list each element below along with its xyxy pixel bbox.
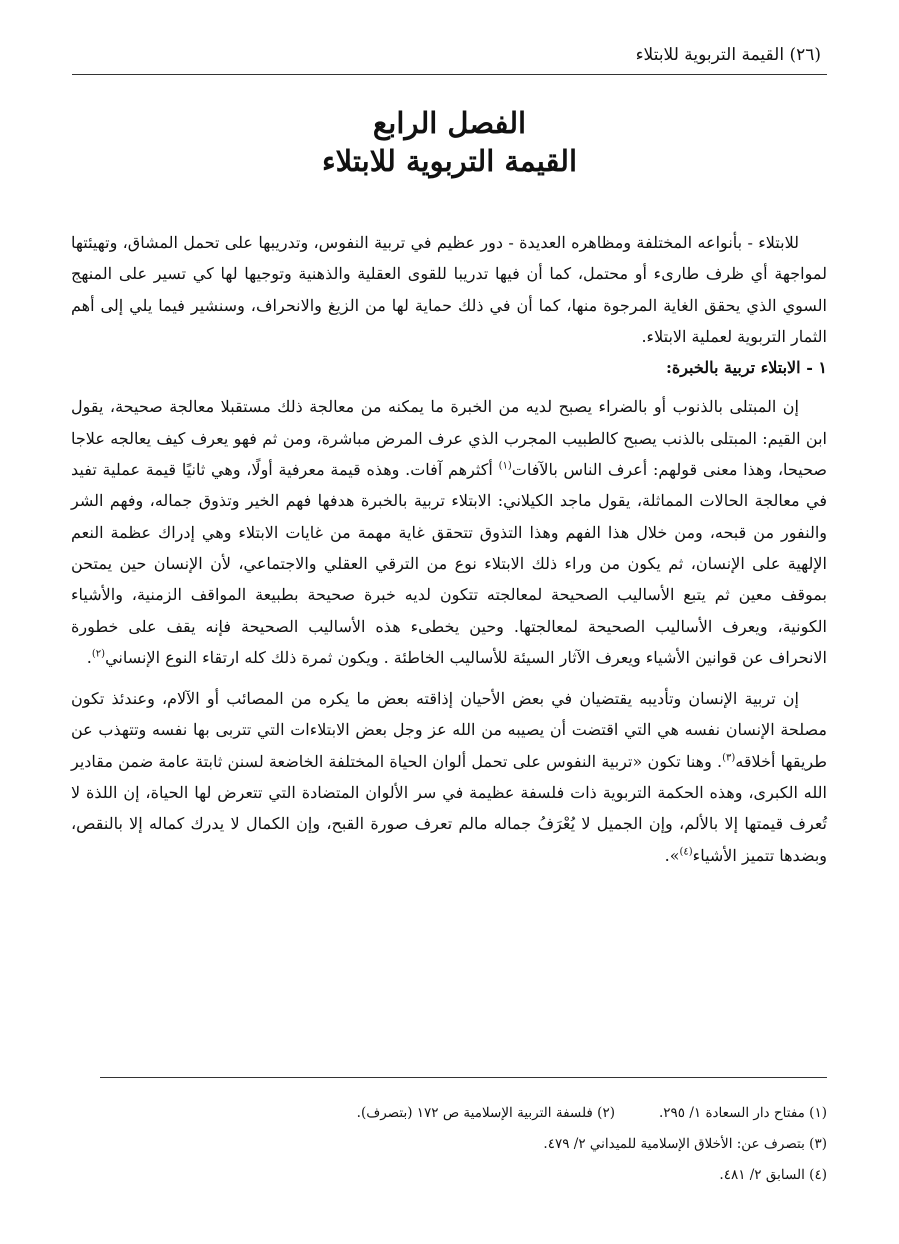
- footnote-ref-4: (٤): [679, 846, 693, 858]
- footnote-rule: [100, 1077, 827, 1078]
- chapter-heading: [0, 104, 899, 180]
- intro-paragraph: للابتلاء - بأنواعه المختلفة ومظاهره العديدة - دور عظيم في تربية النفوس، وتدريبها على تحمل المشاق، وتهيئتها لمواجهة أي ظرف طارىء أو محتمل، كما أن فيها تدريبا للقوى العقلية والذهنية وتوجيها لها كي تسير على المنهج السوي الذي يحقق الغاية المرجوة منها، كما أن في ذلك حماية لها من الزيغ والانحراف، وسنشير فيما يلي إلى أهم الثمار التربوية لعملية الابتلاء.: [71, 233, 827, 346]
- footnote-3: (٣) بتصرف عن: الأخلاق الإسلامية للميداني ٢/ ٤٧٩.: [543, 1136, 827, 1152]
- paragraph-text: . وهنا تكون «تربية النفوس على تحمل ألوان الحياة المختلفة الخاضعة لسنن ثابتة عامة ضمن مقادير الله الكبرى، وهذه الحكمة التربوية ذات فلسفة عظيمة في سر الألوان المتضادة التي تتعرض لها الحياة، إن اللذة لا تُعرف قيمتها إلا بالألم، وإن الجميل لا يُعْرَفُ جماله مالم تعرف صورة القبح، وإن الكمال لا يدرك كماله إلا بالنقص، وبضدها تتميز الأشياء: [71, 751, 827, 865]
- running-header: [636, 44, 821, 66]
- page-number: (٢٦): [789, 45, 821, 65]
- paragraph-text: أكثرهم آفات. وهذه قيمة معرفية أولًا، وهي ثانيًا قيمة عملية تفيد في معالجة الحالات المماثلة، يقول ماجد الكيلاني: الابتلاء تربية بالخبرة هدفها فهم الخير وتذوق جماله، وفهم الشر والنفور من قبحه، ومن خلال هذا الفهم وهذا التذوق تتحقق غاية مهمة من غايات الابتلاء وهي إدراك عظمة النعم الإلهية على الإنسان، ثم يكون من وراء ذلك الابتلاء نوع من الترقي العقلي والاجتماعي، لأن الإنسان حين يمتحن بموقف معين ثم يتبع الأساليب الصحيحة لمعالجته تتكون لديه خبرة صحيحة بطبيعة المواقف الزمنية، والأشياء الكونية، ويعرف الأساليب الصحيحة لمعالجتها. وحين يخطىء هذه الأساليب الصحيحة فإنه يقف على خطورة الانحراف عن قوانين الأشياء ويعرف الآثار السيئة للأساليب الخاطئة . ويكون ثمرة ذلك كله ارتقاء النوع الإنساني: [71, 460, 828, 667]
- paragraph-text: إن تربية الإنسان وتأديبه يقتضيان في بعض الأحيان إذاقته بعض ما يكره من المصائب أو الآلام، وعندئذ تكون مصلحة الإنسان نفسه هي التي اقتضت أن يصيبه من الله عز وجل بعض الابتلاءات التي تتربى بها نفسه وتتهذب عن طريقها أخلاقه: [71, 689, 827, 771]
- chapter-title: القيمة التربوية للابتلاء: [321, 144, 578, 178]
- paragraph-text: إن المبتلى بالذنوب أو بالضراء يصبح لديه من الخبرة ما يمكنه من معالجة ذلك مستقبلا معالجة صحيحة، يقول ابن القيم: المبتلى بالذنب يصبح كالطبيب المجرب الذي عرف المرض مباشرة، ومن ثم فهو يعرف كيف يعالجه علاجا صحيحا، وهذا معنى قولهم: أعرف الناس بالآفات: [71, 397, 827, 480]
- footnote-1: (١) مفتاح دار السعادة ١/ ٢٩٥.: [658, 1105, 827, 1121]
- paragraph-text: ».: [664, 845, 680, 865]
- footnotes: [71, 1098, 827, 1191]
- running-title: القيمة التربوية للابتلاء: [635, 45, 785, 65]
- section-heading: ١ - الابتلاء تربية بالخبرة:: [665, 358, 827, 378]
- footnote-ref-1: (١): [498, 460, 512, 472]
- header-rule: [72, 74, 827, 75]
- footnote-ref-3: (٣): [722, 752, 736, 764]
- paragraph-discipline: [71, 683, 827, 871]
- body-text: [71, 227, 827, 871]
- footnote-row: [71, 1098, 827, 1129]
- footnote-2: (٢) فلسفة التربية الإسلامية ص ١٧٢ (بتصرف).: [356, 1105, 615, 1121]
- paragraph-experience: [71, 391, 827, 673]
- paragraph-text: .: [86, 647, 92, 667]
- footnote-4: (٤) السابق ٢/ ٤٨١.: [719, 1167, 827, 1183]
- footnote-ref-2: (٢): [91, 648, 106, 660]
- chapter-number: الفصل الرابع: [372, 106, 527, 140]
